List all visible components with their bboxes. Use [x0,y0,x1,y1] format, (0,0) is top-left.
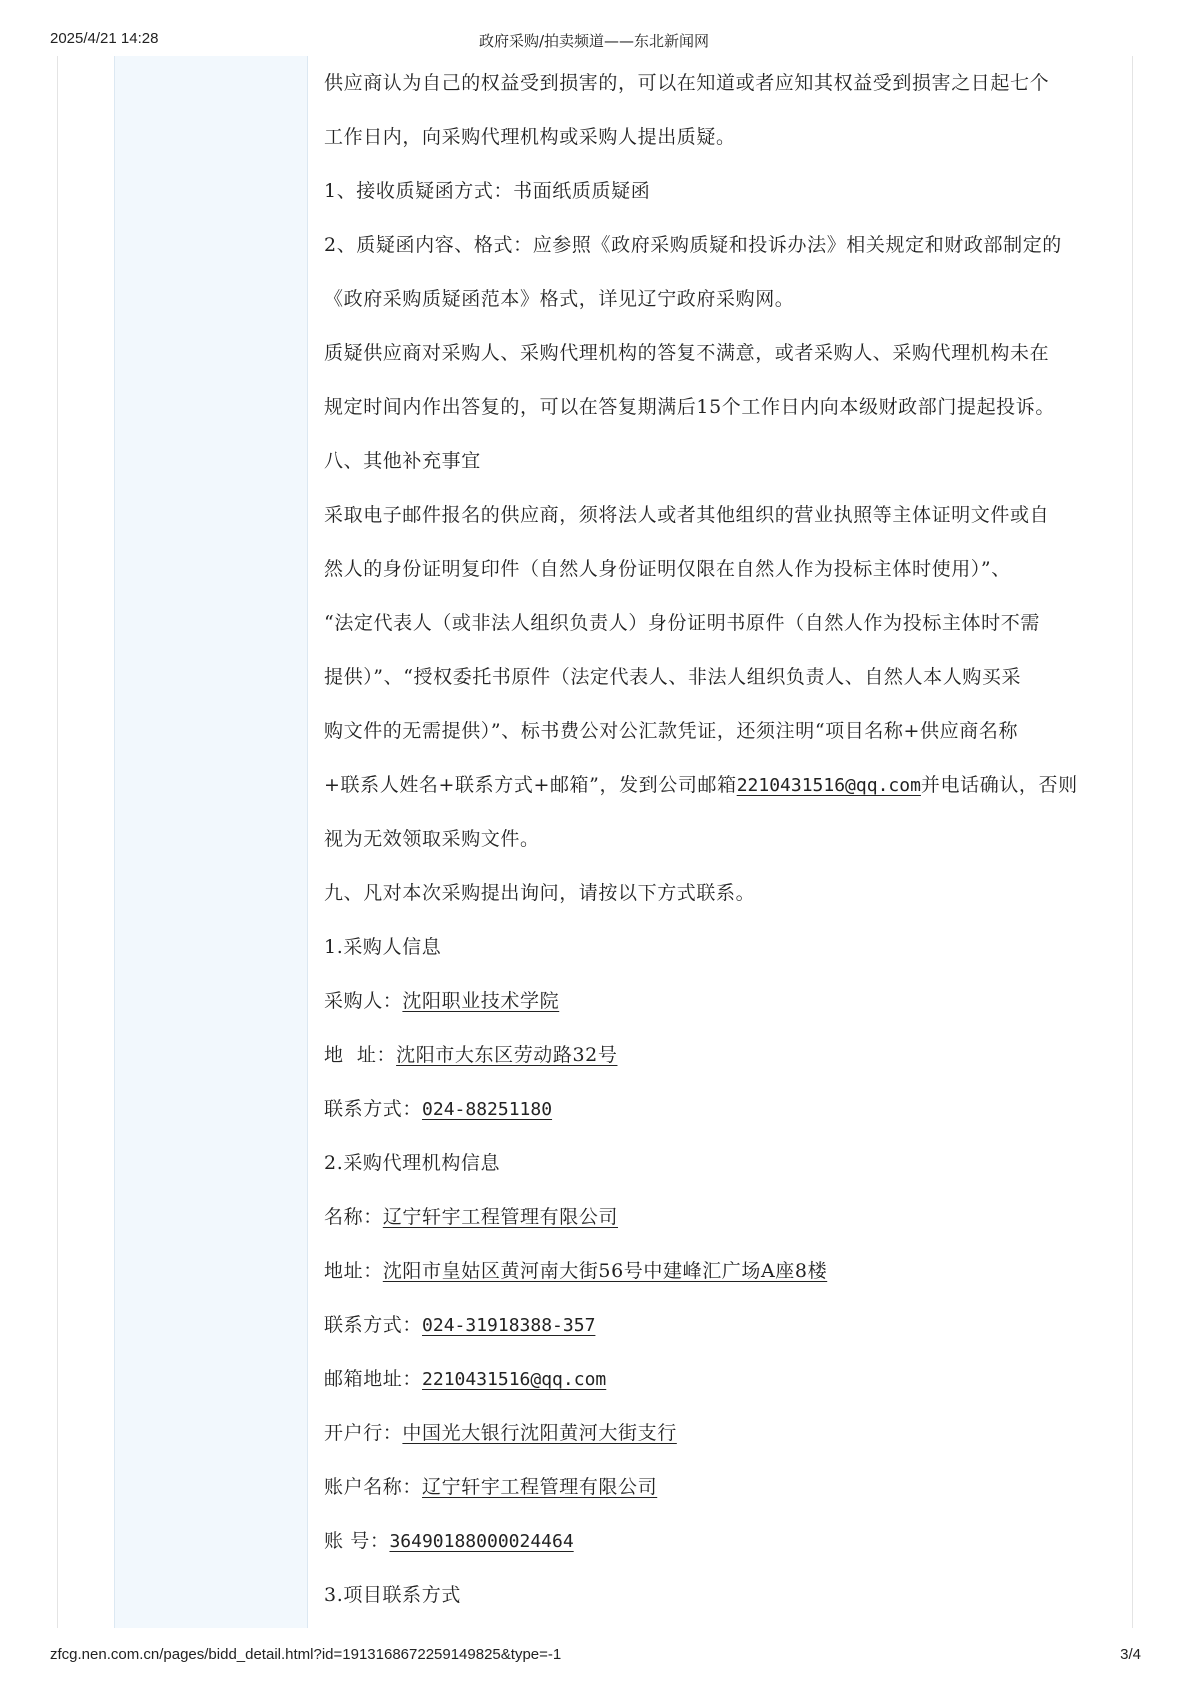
paragraph-text: 并电话确认，否则 [920,774,1078,796]
paragraph-line: 2、质疑函内容、格式：应参照《政府采购质疑和投诉办法》相关规定和财政部制定的 [324,234,1062,256]
purchaser-phone-link[interactable]: 024-88251180 [422,1099,553,1120]
paragraph-line: 采取电子邮件报名的供应商，须将法人或者其他组织的营业执照等主体证明文件或自 [324,504,1050,526]
subsection-heading: 3.项目联系方式 [324,1584,461,1606]
field-label: 地 址： [324,1044,397,1066]
paragraph-line: 视为无效领取采购文件。 [324,828,540,850]
bank-link[interactable]: 中国光大银行沈阳黄河大街支行 [402,1422,677,1444]
paragraph-line: 规定时间内作出答复的，可以在答复期满后15个工作日内向本级财政部门提起投诉。 [324,396,1055,418]
agency-name-link[interactable]: 辽宁轩宇工程管理有限公司 [382,1206,619,1228]
field-label: 采购人： [324,990,403,1012]
section-heading: 八、其他补充事宜 [324,450,481,472]
paragraph-line: 《政府采购质疑函范本》格式，详见辽宁政府采购网。 [324,288,795,310]
print-footer-url: zfcg.nen.com.cn/pages/bidd_detail.html?id=1913168672259149825&type=-1 [50,1646,562,1663]
paragraph-line: 购文件的无需提供）”、标书费公对公汇款凭证，还须注明“项目名称+供应商名称 [324,720,1019,742]
subsection-heading: 2.采购代理机构信息 [324,1152,501,1174]
agency-email-link[interactable]: 2210431516@qq.com [422,1369,607,1390]
field-label: 联系方式： [324,1098,423,1120]
print-header-title: 政府采购/拍卖频道——东北新闻网 [478,32,710,50]
paragraph-line: 供应商认为自己的权益受到损害的，可以在知道或者应知其权益受到损害之日起七个 [324,72,1050,94]
purchaser-row [324,974,1084,1028]
print-header-datetime: 2025/4/21 14:28 [50,30,159,47]
article-content [324,56,1084,1622]
account-number-row [324,1514,1084,1568]
field-label: 名称： [324,1206,383,1228]
account-name-link[interactable]: 辽宁轩宇工程管理有限公司 [422,1476,658,1498]
field-label: 联系方式： [324,1314,423,1336]
account-name-row [324,1460,1084,1514]
agency-address-link[interactable]: 沈阳市皇姑区黄河南大街56号中建峰汇广场A座8楼 [382,1260,828,1282]
print-footer-page-number: 3/4 [1120,1646,1141,1663]
field-label: 开户行： [324,1422,403,1444]
email-link[interactable]: 2210431516@qq.com [736,775,921,796]
paragraph-text: +联系人姓名+联系方式+邮箱”，发到公司邮箱 [324,774,737,796]
subsection-heading: 1.采购人信息 [324,936,442,958]
paragraph-line: “法定代表人（或非法人组织负责人）身份证明书原件（自然人作为投标主体时不需 [324,612,1040,634]
agency-name-row [324,1190,1084,1244]
paragraph-line: 1、接收质疑函方式：书面纸质质疑函 [324,180,651,202]
paragraph-line: 然人的身份证明复印件（自然人身份证明仅限在自然人作为投标主体时使用）”、 [324,558,1011,580]
bank-row [324,1406,1084,1460]
paragraph-line: 提供）”、“授权委托书原件（法定代表人、非法人组织负责人、自然人本人购买采 [324,666,1022,688]
account-number-link[interactable]: 36490188000024464 [389,1531,574,1552]
paragraph-line: 质疑供应商对采购人、采购代理机构的答复不满意，或者采购人、采购代理机构未在 [324,342,1050,364]
agency-address-row [324,1244,1084,1298]
purchaser-link[interactable]: 沈阳职业技术学院 [402,990,560,1012]
purchaser-address-link[interactable]: 沈阳市大东区劳动路32号 [396,1044,618,1066]
field-label: 账 号： [324,1530,390,1552]
left-sidebar [114,56,308,1628]
field-label: 账户名称： [324,1476,423,1498]
section-heading: 九、凡对本次采购提出询问，请按以下方式联系。 [324,882,756,904]
field-label: 地址： [324,1260,383,1282]
paragraph-line [324,758,1084,812]
agency-email-row [324,1352,1084,1406]
paragraph-line: 工作日内，向采购代理机构或采购人提出质疑。 [324,126,736,148]
purchaser-address-row [324,1028,1084,1082]
field-label: 邮箱地址： [324,1368,423,1390]
agency-phone-link[interactable]: 024-31918388-357 [422,1315,596,1336]
agency-phone-row [324,1298,1084,1352]
purchaser-phone-row [324,1082,1084,1136]
